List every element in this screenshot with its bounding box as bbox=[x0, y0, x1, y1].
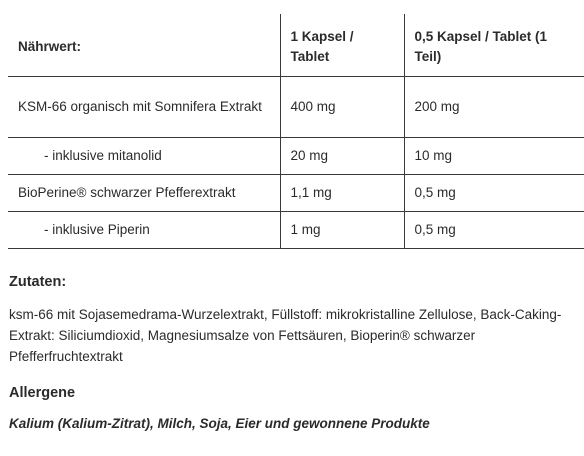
header-per-half-capsule: 0,5 Kapsel / Tablet (1 Teil) bbox=[404, 14, 584, 77]
allergens-title: Allergene bbox=[9, 385, 76, 401]
amount-per-half-capsule: 200 mg bbox=[404, 77, 584, 138]
table-header-row bbox=[8, 14, 584, 77]
amount-per-capsule: 400 mg bbox=[280, 77, 404, 138]
amount-per-capsule: 1,1 mg bbox=[280, 175, 404, 212]
nutrition-table bbox=[8, 14, 584, 249]
table-row bbox=[8, 212, 584, 249]
ingredients-title: Zutaten: bbox=[9, 274, 67, 290]
ingredients-text: ksm-66 mit Sojasemedrama-Wurzelextrakt, Füllstoff: mikrokristalline Zellulose, Back-Caking-Extrakt: Siliciumdioxid, Magnesiumsalze von Fettsäuren, Bioperin® schwarzer Pfefferfruchtextrakt bbox=[9, 307, 562, 364]
amount-per-capsule: 1 mg bbox=[280, 212, 404, 249]
nutrient-name: BioPerine® schwarzer Pfefferextrakt bbox=[8, 175, 280, 212]
table-row bbox=[8, 77, 584, 138]
header-per-capsule: 1 Kapsel / Tablet bbox=[280, 14, 404, 77]
nutrient-name: - inklusive Piperin bbox=[8, 212, 280, 249]
nutrient-name: KSM-66 organisch mit Somnifera Extrakt bbox=[8, 77, 280, 138]
allergens-text: Kalium (Kalium-Zitrat), Milch, Soja, Eier und gewonnene Produkte bbox=[9, 416, 430, 431]
table-row bbox=[8, 138, 584, 175]
amount-per-half-capsule: 0,5 mg bbox=[404, 212, 584, 249]
header-nutrient: Nährwert: bbox=[8, 14, 280, 77]
amount-per-half-capsule: 0,5 mg bbox=[404, 175, 584, 212]
amount-per-capsule: 20 mg bbox=[280, 138, 404, 175]
nutrient-name: - inklusive mitanolid bbox=[8, 138, 280, 175]
table-row bbox=[8, 175, 584, 212]
amount-per-half-capsule: 10 mg bbox=[404, 138, 584, 175]
